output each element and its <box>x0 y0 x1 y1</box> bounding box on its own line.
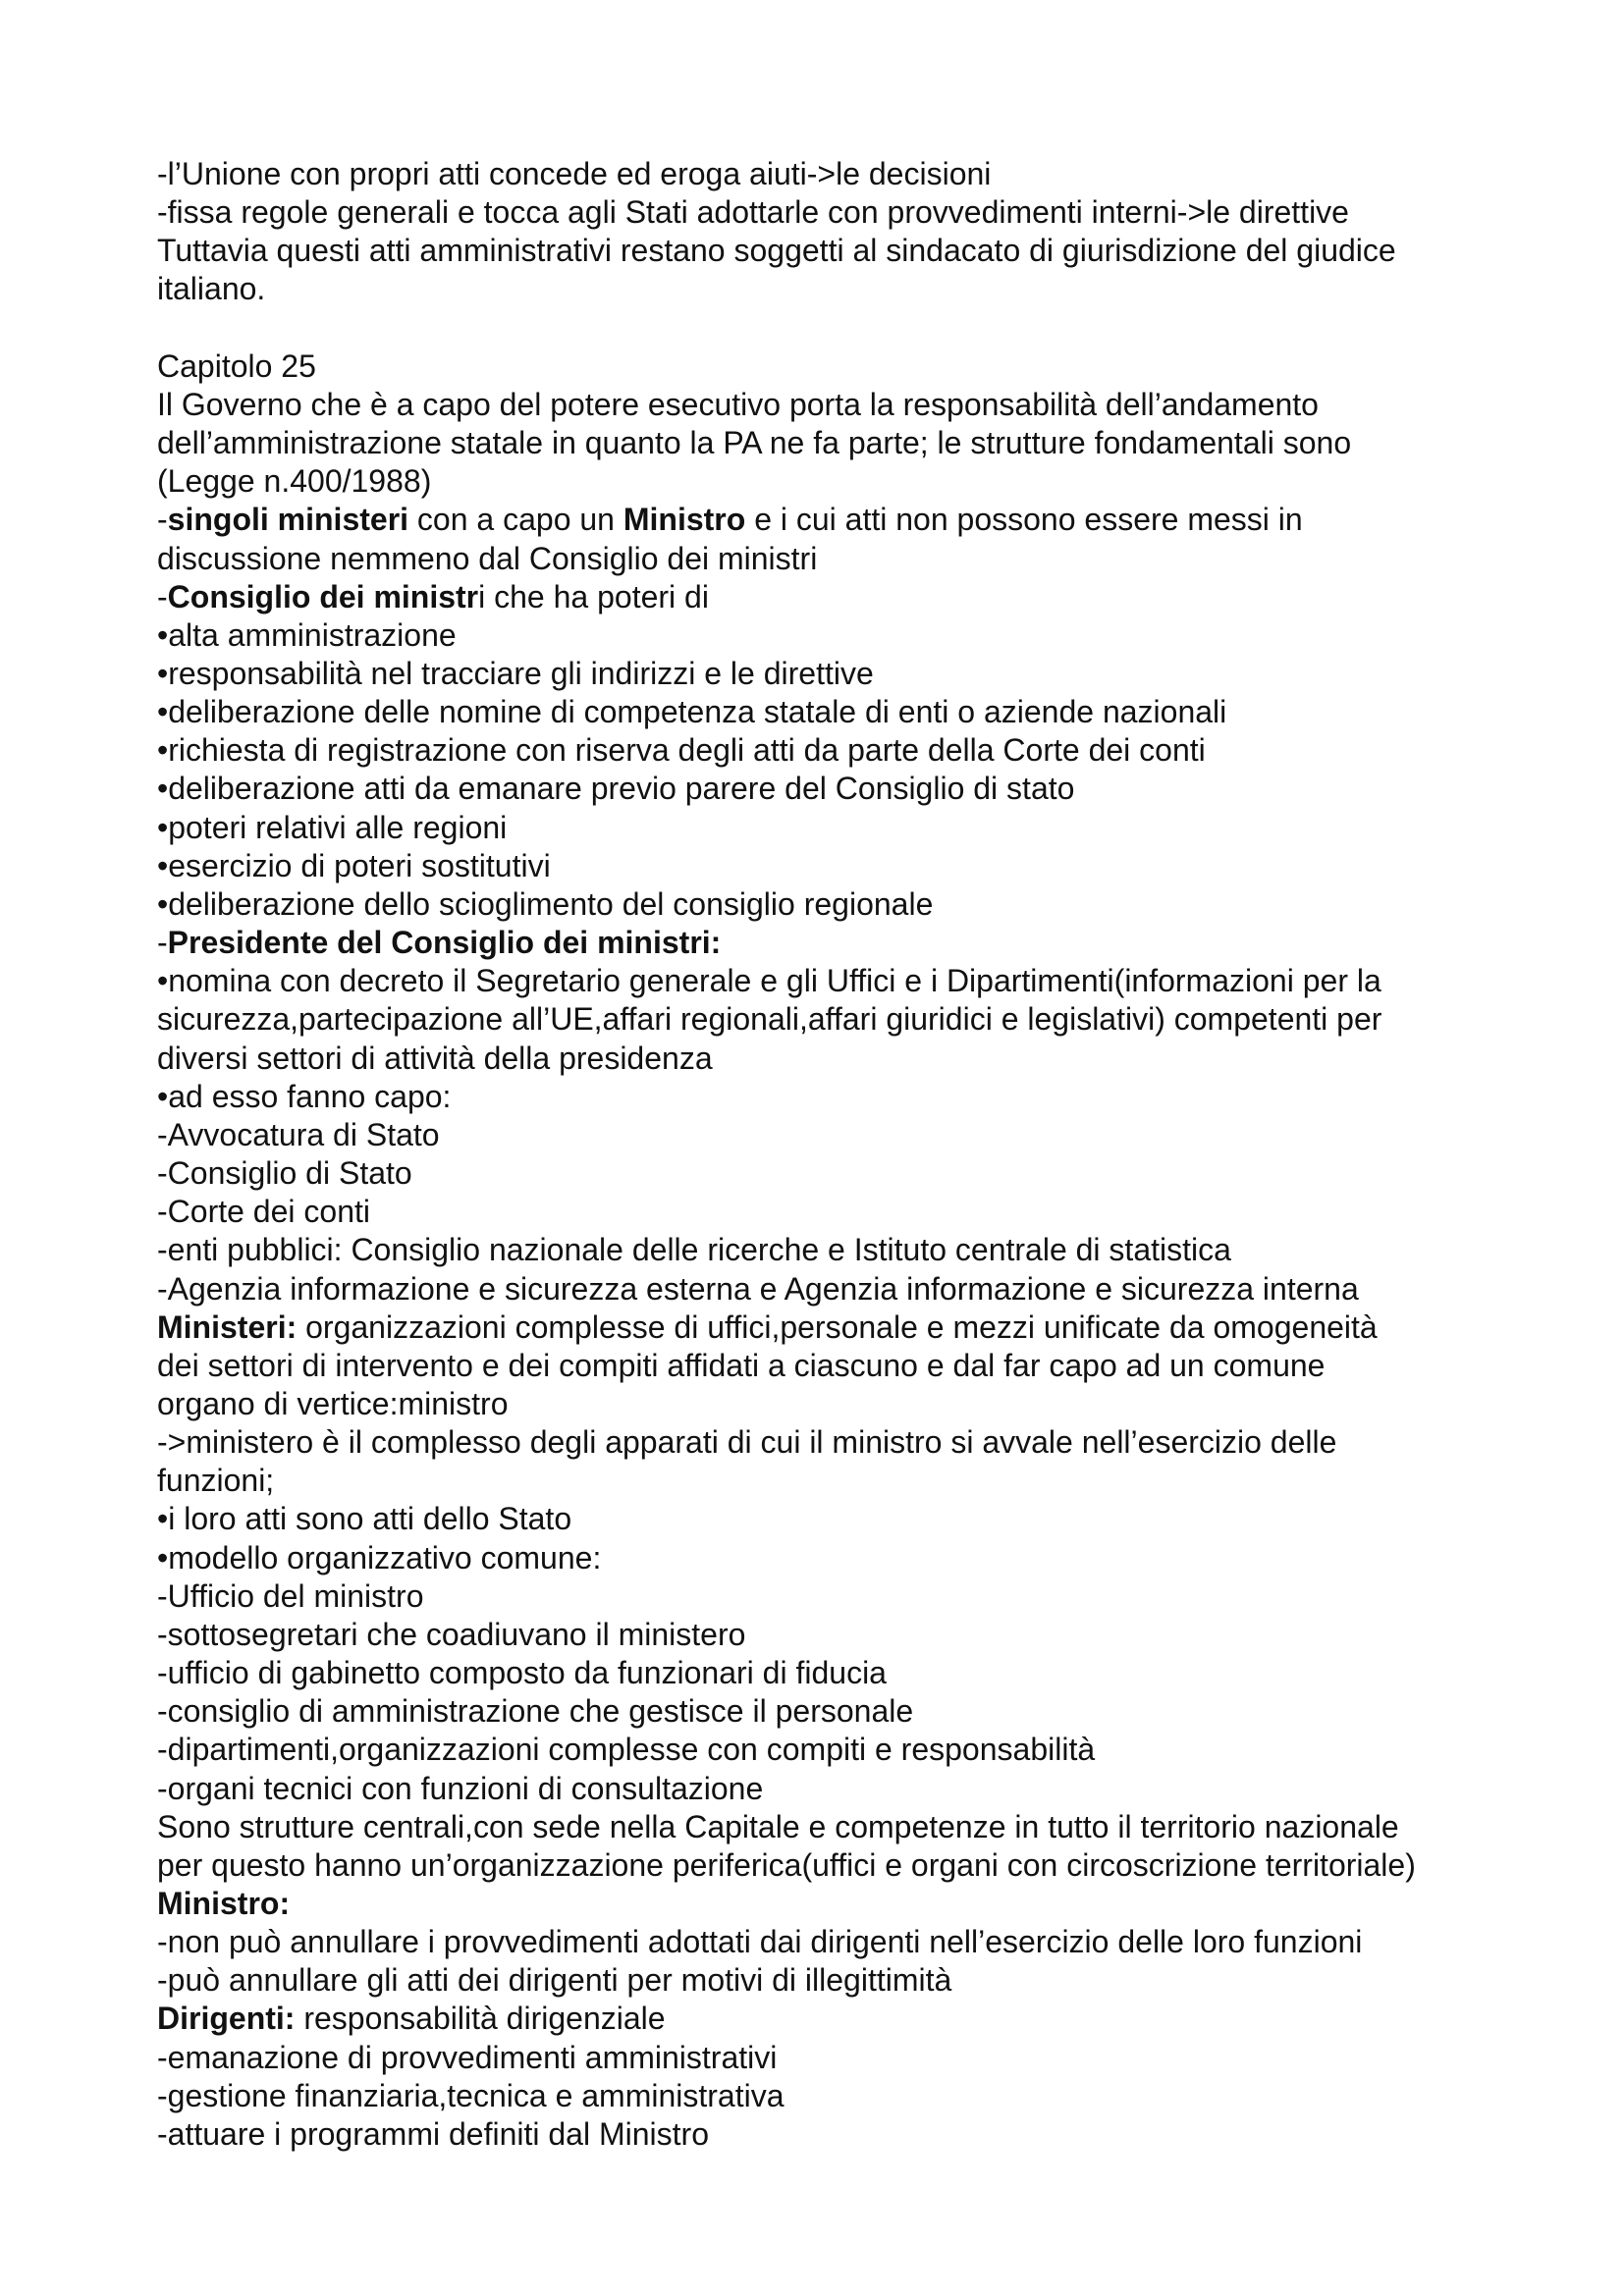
text-line <box>157 1193 1532 1231</box>
text-run: ->ministero è il complesso degli apparati di cui il ministro si avvale nell’esercizio delle <box>157 1424 1337 1461</box>
text-run: -ufficio di gabinetto composto da funzionari di fiducia <box>157 1655 887 1691</box>
text-run: -attuare i programmi definiti dal Ministro <box>157 2115 709 2152</box>
text-run: -Corte dei conti <box>157 1194 370 1230</box>
text-line <box>157 232 1532 270</box>
text-run: italiano. <box>157 271 266 307</box>
text-line <box>157 1961 1532 2000</box>
text-line <box>157 1577 1532 1616</box>
text-line <box>157 424 1532 462</box>
text-run: diversi settori di attività della presidenza <box>157 1040 713 1076</box>
text-run: •poteri relativi alle regioni <box>157 809 508 845</box>
text-line <box>157 1308 1532 1347</box>
text-line <box>157 1654 1532 1692</box>
text-run: -sottosegretari che coadiuvano il ministero <box>157 1616 746 1652</box>
document-text-body <box>157 155 1532 2154</box>
text-run: per questo hanno un’organizzazione periferica(uffici e organi con circoscrizione territoriale) <box>157 1846 1416 1883</box>
bold-term: Consiglio dei ministr <box>167 578 479 614</box>
text-line <box>157 270 1532 308</box>
text-run: Il Governo che è a capo del potere esecutivo porta la responsabilità dell’andamento <box>157 386 1319 422</box>
text-line <box>157 655 1532 693</box>
text-run: •ad esso fanno capo: <box>157 1078 452 1114</box>
text-run: Capitolo 25 <box>157 347 316 384</box>
text-line <box>157 1078 1532 1116</box>
text-line <box>157 2000 1532 2038</box>
text-line <box>157 1347 1532 1385</box>
text-line <box>157 847 1532 885</box>
text-line <box>157 578 1532 616</box>
text-line <box>157 1923 1532 1961</box>
text-line <box>157 1154 1532 1193</box>
text-line <box>157 193 1532 232</box>
bold-term: Ministro: <box>157 1886 291 1922</box>
text-line <box>157 1770 1532 1808</box>
text-run: -Avvocatura di Stato <box>157 1116 440 1152</box>
text-run: discussione nemmeno dal Consiglio dei ministri <box>157 540 818 576</box>
text-line <box>157 1385 1532 1423</box>
text-run: •modello organizzativo comune: <box>157 1539 602 1575</box>
text-run: e i cui atti non possono essere messi in <box>745 502 1303 538</box>
text-line <box>157 616 1532 655</box>
text-line <box>157 1270 1532 1308</box>
text-line <box>157 1846 1532 1885</box>
text-run: -enti pubblici: Consiglio nazionale delle ricerche e Istituto centrale di statistica <box>157 1232 1231 1268</box>
text-run: -Consiglio di Stato <box>157 1155 412 1192</box>
text-run: i che ha poteri di <box>478 578 709 614</box>
text-line <box>157 1462 1532 1500</box>
text-line <box>157 2115 1532 2154</box>
text-line <box>157 1423 1532 1462</box>
text-line <box>157 1731 1532 1769</box>
text-line <box>157 540 1532 578</box>
text-run: •esercizio di poteri sostitutivi <box>157 847 551 883</box>
text-line <box>157 885 1532 924</box>
text-line <box>157 2039 1532 2077</box>
text-line <box>157 386 1532 424</box>
text-line <box>157 1231 1532 1269</box>
text-run: -dipartimenti,organizzazioni complesse con compiti e responsabilità <box>157 1732 1096 1768</box>
text-line <box>157 1040 1532 1078</box>
text-line <box>157 1116 1532 1154</box>
bold-term: Dirigenti: <box>157 2001 296 2037</box>
text-line <box>157 1000 1532 1039</box>
text-line <box>157 1692 1532 1731</box>
text-run: sicurezza,partecipazione all’UE,affari regionali,affari giuridici e legislativi) competenti per <box>157 1001 1382 1038</box>
text-line <box>157 347 1532 386</box>
text-line <box>157 924 1532 962</box>
text-line <box>157 809 1532 847</box>
text-line <box>157 462 1532 501</box>
text-run: responsabilità dirigenziale <box>295 2001 666 2037</box>
text-line <box>157 693 1532 731</box>
text-run: -consiglio di amministrazione che gestisce il personale <box>157 1693 914 1730</box>
text-run: dell’amministrazione statale in quanto la PA ne fa parte; le strutture fondamentali sono <box>157 425 1352 461</box>
text-run: •richiesta di registrazione con riserva degli atti da parte della Corte dei conti <box>157 732 1206 769</box>
text-line <box>157 1885 1532 1923</box>
text-line <box>157 962 1532 1000</box>
text-run: -Agenzia informazione e sicurezza esterna e Agenzia informazione e sicurezza interna <box>157 1270 1359 1307</box>
text-line <box>157 770 1532 808</box>
text-line <box>157 1616 1532 1654</box>
text-run: •nomina con decreto il Segretario generale e gli Uffici e i Dipartimenti(informazioni per la <box>157 963 1381 999</box>
text-run: - <box>157 578 168 614</box>
text-line <box>157 1539 1532 1577</box>
text-run: con a capo un <box>408 502 623 538</box>
text-run: organizzazioni complesse di uffici,personale e mezzi unificate da omogeneità <box>297 1308 1378 1345</box>
text-run: •deliberazione dello scioglimento del consiglio regionale <box>157 885 934 922</box>
text-run: -organi tecnici con funzioni di consultazione <box>157 1770 764 1806</box>
text-run: •i loro atti sono atti dello Stato <box>157 1501 572 1537</box>
text-run: - <box>157 502 168 538</box>
text-run: Tuttavia questi atti amministrativi restano soggetti al sindacato di giurisdizione del giudice <box>157 233 1396 269</box>
text-run: -emanazione di provvedimenti amministrativi <box>157 2039 778 2075</box>
text-run: dei settori di intervento e dei compiti affidati a ciascuno e dal far capo ad un comune <box>157 1347 1326 1383</box>
text-run: -non può annullare i provvedimenti adottati dai dirigenti nell’esercizio delle loro funzioni <box>157 1924 1363 1960</box>
text-run: -gestione finanziaria,tecnica e amministrativa <box>157 2077 785 2113</box>
bold-term: Ministro <box>623 502 746 538</box>
blank-line <box>157 309 1532 347</box>
text-line <box>157 1500 1532 1538</box>
text-run: -Ufficio del ministro <box>157 1577 424 1614</box>
bold-term: singoli ministeri <box>167 502 409 538</box>
text-run: organo di vertice:ministro <box>157 1385 509 1421</box>
text-run: -fissa regole generali e tocca agli Stati adottarle con provvedimenti interni->le direttive <box>157 194 1349 231</box>
text-run: •responsabilità nel tracciare gli indirizzi e le direttive <box>157 656 874 692</box>
text-run: funzioni; <box>157 1463 275 1499</box>
text-line <box>157 1808 1532 1846</box>
text-run: -l’Unione con propri atti concede ed eroga aiuti->le decisioni <box>157 156 992 191</box>
text-line <box>157 501 1532 539</box>
text-run: •alta amministrazione <box>157 616 457 653</box>
text-run: (Legge n.400/1988) <box>157 463 432 500</box>
text-run: -può annullare gli atti dei dirigenti per motivi di illegittimità <box>157 1962 952 1999</box>
bold-term: Ministeri: <box>157 1308 298 1345</box>
text-run: •deliberazione delle nomine di competenza statale di enti o aziende nazionali <box>157 694 1227 730</box>
text-line <box>157 2077 1532 2115</box>
bold-term: Presidente del Consiglio dei ministri: <box>167 925 722 961</box>
text-run: •deliberazione atti da emanare previo parere del Consiglio di stato <box>157 771 1075 807</box>
text-line <box>157 731 1532 770</box>
text-line <box>157 155 1532 193</box>
text-run: Sono strutture centrali,con sede nella Capitale e competenze in tutto il territorio nazionale <box>157 1808 1399 1844</box>
text-run: - <box>157 925 168 961</box>
